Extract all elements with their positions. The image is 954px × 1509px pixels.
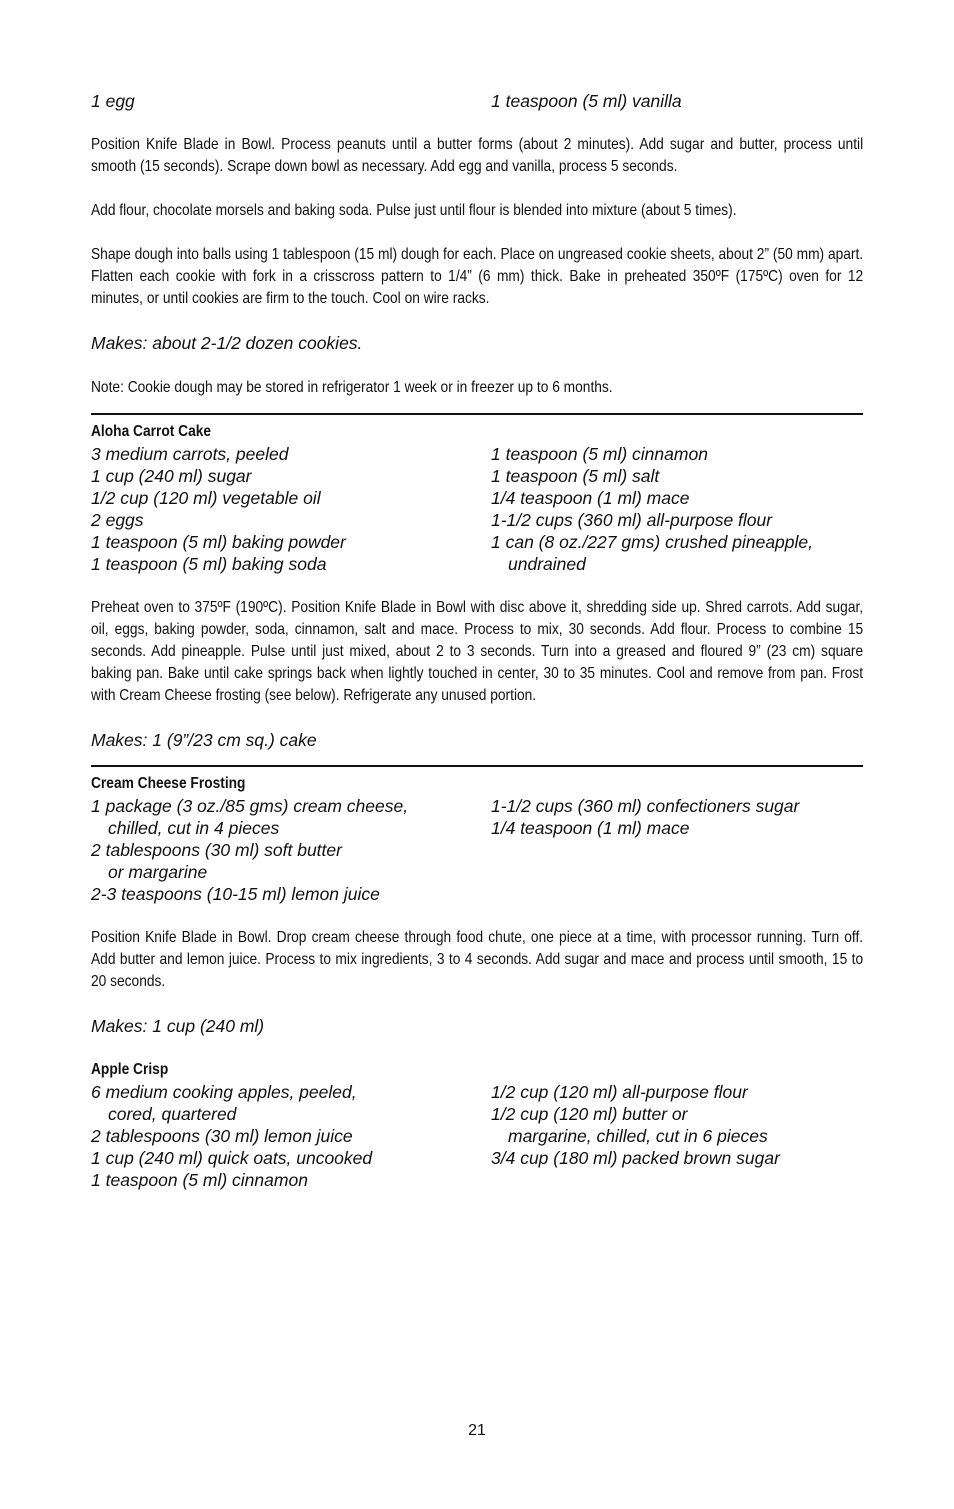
- ingredient: 1 teaspoon (5 ml) baking powder: [91, 532, 346, 552]
- carrot-cake-ingredients: [91, 443, 863, 575]
- recipe-page: [91, 90, 863, 1191]
- frosting-steps: Position Knife Blade in Bowl. Drop cream cheese through food chute, one piece at a time, with processor running. Turn off. Add butter and lemon juice. Process to mix ingredients, 3 to 4 seconds. Add sugar and mace and process until smooth, 15 to 20 seconds.: [91, 929, 864, 990]
- ingredient: 1/4 teaspoon (1 ml) mace: [491, 818, 690, 838]
- ingredient: 1 teaspoon (5 ml) vanilla: [491, 91, 682, 111]
- carrot-cake-title: Aloha Carrot Cake: [91, 423, 212, 440]
- ingredient: chilled, cut in 4 pieces: [108, 818, 280, 838]
- ingredient: 1/4 teaspoon (1 ml) mace: [491, 488, 690, 508]
- ingredient: 3/4 cup (180 ml) packed brown sugar: [491, 1148, 780, 1168]
- ingredient: 2 eggs: [91, 510, 144, 530]
- cookie-yield: Makes: about 2-1/2 dozen cookies.: [91, 333, 363, 353]
- apple-crisp-title: Apple Crisp: [91, 1061, 169, 1078]
- frosting-ingredients: [91, 795, 863, 905]
- cookie-step-3: Shape dough into balls using 1 tablespoon (15 ml) dough for each. Place on ungreased cookie sheets, about 2” (50 mm) apart. Flatten each cookie with fork in a crisscross pattern to 1/4” (6 mm) thick. Bake in preheated 350ºF (175ºC) oven for 12 minutes, or until cookies are firm to the touch. Cool on wire racks.: [91, 246, 864, 307]
- ingredient: 6 medium cooking apples, peeled,: [91, 1082, 357, 1102]
- ingredient: 1 can (8 oz./227 gms) crushed pineapple,: [491, 532, 813, 552]
- ingredient: 1/2 cup (120 ml) vegetable oil: [91, 488, 321, 508]
- ingredient: 2 tablespoons (30 ml) soft butter: [91, 840, 342, 860]
- ingredient: 2-3 teaspoons (10-15 ml) lemon juice: [91, 884, 380, 904]
- apple-crisp-ingredients: [91, 1081, 863, 1191]
- ingredient: or margarine: [108, 862, 208, 882]
- cookie-note: Note: Cookie dough may be stored in refrigerator 1 week or in freezer up to 6 months.: [91, 379, 613, 396]
- ingredient: 1/2 cup (120 ml) butter or: [491, 1104, 688, 1124]
- ingredient: 1 teaspoon (5 ml) salt: [491, 466, 660, 486]
- cookie-step-2: Add flour, chocolate morsels and baking soda. Pulse just until flour is blended into mixture (about 5 times).: [91, 202, 737, 219]
- ingredient: 1 cup (240 ml) quick oats, uncooked: [91, 1148, 373, 1168]
- ingredient: 1 teaspoon (5 ml) cinnamon: [91, 1170, 308, 1190]
- carrot-cake-steps: Preheat oven to 375ºF (190ºC). Position Knife Blade in Bowl with disc above it, shredding side up. Shred carrots. Add sugar, oil, eggs, baking powder, soda, cinnamon, salt and mace. Process to mix, 30 seconds. Add flour. Process to combine 15 seconds. Add pineapple. Pulse until just mixed, about 2 to 3 seconds. Turn into a greased and floured 9” (23 cm) square baking pan. Bake until cake springs back when lightly touched in center, 30 to 35 minutes. Cool and remove from pan. Frost with Cream Cheese frosting (see below). Refrigerate any unused portion.: [91, 599, 864, 704]
- ingredient: cored, quartered: [108, 1104, 237, 1124]
- ingredient: 3 medium carrots, peeled: [91, 444, 289, 464]
- ingredient: 1 teaspoon (5 ml) baking soda: [91, 554, 327, 574]
- ingredient: undrained: [508, 554, 586, 574]
- ingredient: 1 package (3 oz./85 gms) cream cheese,: [91, 796, 409, 816]
- ingredient: 2 tablespoons (30 ml) lemon juice: [91, 1126, 353, 1146]
- page-number: 21: [468, 1422, 486, 1439]
- ingredient: 1/2 cup (120 ml) all-purpose flour: [491, 1082, 748, 1102]
- cookie-step-1: Position Knife Blade in Bowl. Process peanuts until a butter forms (about 2 minutes). Add sugar and butter, process until smooth (15 seconds). Scrape down bowl as necessary. Add egg and vanilla, process 5 seconds.: [91, 136, 864, 175]
- ingredient: 1 egg: [91, 91, 135, 111]
- frosting-title: Cream Cheese Frosting: [91, 775, 246, 792]
- top-ingredients: [91, 90, 863, 112]
- ingredient: 1-1/2 cups (360 ml) confectioners sugar: [491, 796, 800, 816]
- ingredient: 1-1/2 cups (360 ml) all-purpose flour: [491, 510, 773, 530]
- ingredient: margarine, chilled, cut in 6 pieces: [508, 1126, 768, 1146]
- carrot-cake-yield: Makes: 1 (9”/23 cm sq.) cake: [91, 730, 317, 750]
- frosting-yield: Makes: 1 cup (240 ml): [91, 1016, 265, 1036]
- ingredient: 1 teaspoon (5 ml) cinnamon: [491, 444, 708, 464]
- ingredient: 1 cup (240 ml) sugar: [91, 466, 252, 486]
